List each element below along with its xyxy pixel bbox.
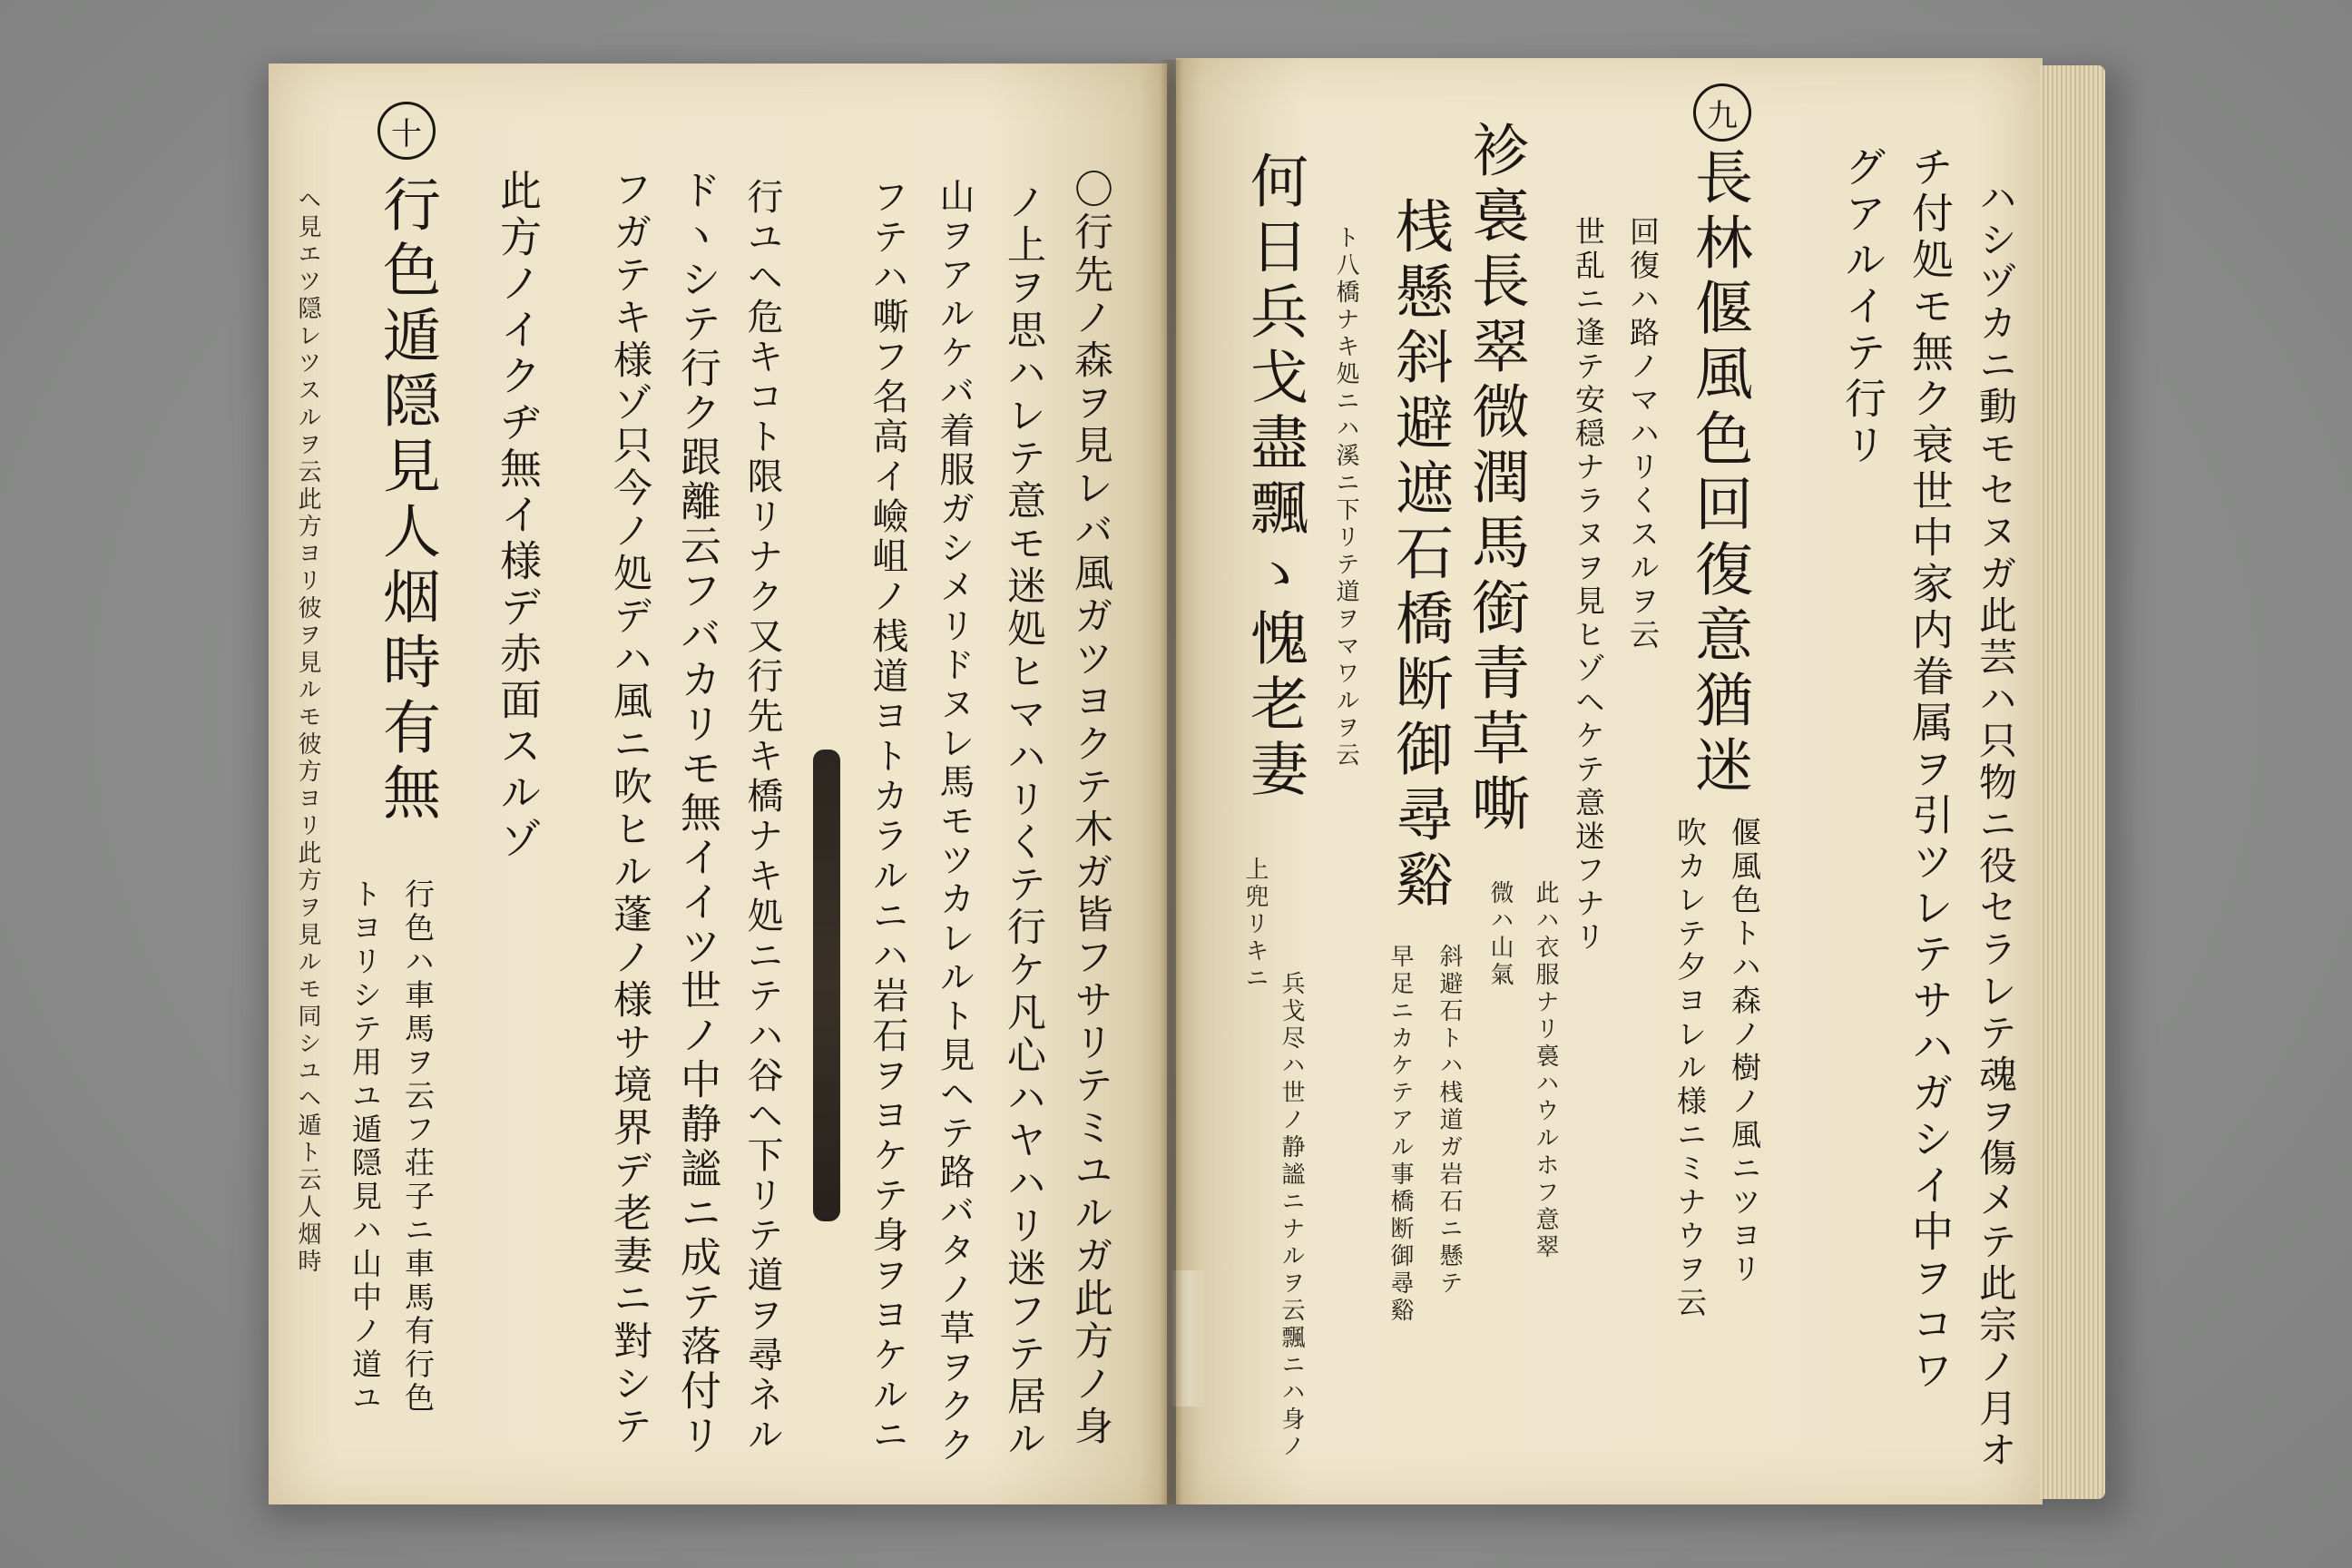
section-marker-ten: 十 (377, 102, 436, 160)
left-col-5: 行ユヘ危キコト限リナク又行先キ橋ナキ処ニテハ谷ヘ下リテ道ヲ尋ネル (741, 178, 783, 1455)
right-poem-line-2: 袗裛長翠微潤馬銜青草嘶 (1462, 120, 1529, 838)
left-col-8: 此方ノイクヂ無イ様デ赤面スルゾ (494, 169, 543, 863)
left-poem-line: 行色遁隠見人烟時有無 (373, 174, 440, 828)
right-lower-gloss-7: 兵戈尽ハ世ノ静謐ニナルヲ云飄ニハ身ノ (1278, 971, 1305, 1461)
left-note-long: ヘ見エツ隠レツスルヲ云此方ヨリ彼ヲ見ルモ彼方ヨリ此方ヲ見ルモ同シユヘ遁ト云人烟時 (294, 187, 321, 1276)
left-col-6: ドヽシテ行ク跟離云フバカリモ無イイツ世ノ中静謐ニ成テ落付リ (673, 169, 721, 1458)
right-gloss-2: 世乱ニ逢テ安穏ナラヌヲ見ヒゾヘケテ意迷フナリ (1571, 216, 1606, 955)
right-col-3: グアルイテ行リ (1838, 145, 1887, 469)
right-poem-line-4: 何日兵戈盡飄ゝ愧老妻 (1240, 151, 1308, 804)
left-col-2: ノ上ヲ思ハレテ意モ迷処ヒマハリくテ行ケ凡心ハヤハリ迷フテ居ル (1001, 181, 1046, 1461)
right-lower-gloss-2: 吹カレテ夕ヨレル様ニミナウヲ云 (1672, 817, 1708, 1320)
left-col-4: フテハ嘶フ名高イ嶮岨ノ桟道ヨトカラルニハ岩石ヲヨケテ身ヲヨケルニ (867, 178, 908, 1455)
left-col-1: 〇行先ノ森ヲ見レバ風ガツヨクテ木ガ皆フサリテミユルガ此方ノ身 (1068, 169, 1113, 1448)
right-poem-line-1: 長林偃風色回復意猶迷 (1685, 147, 1752, 800)
right-lower-gloss-1: 偃風色トハ森ノ樹ノ風ニツヨリ (1727, 817, 1762, 1287)
page-edge-stack (2040, 65, 2105, 1499)
left-col-7: フガテキ様ゾ只今ノ処デハ風ニ吹ヒル蓬ノ様サ境界デ老妻ニ對シテ (607, 169, 652, 1448)
right-lower-gloss-3: 此ハ衣服ナリ裛ハウルホフ意翠 (1532, 880, 1559, 1261)
right-col-2: チ付処モ無ク衰世中家内眷属ヲ引ツレテサハガシイ中ヲコワ (1906, 145, 1955, 1395)
left-lower-gloss-1: 行色ハ車馬ヲ云フ荘子ニ車馬有行色 (400, 878, 436, 1416)
right-gloss-1: 回復ハ路ノマハリくスルヲ云 (1625, 216, 1661, 652)
right-note-end: 上兜リキニ (1241, 857, 1269, 993)
ink-strike-mark (813, 750, 840, 1221)
right-poem-line-3: 桟懸斜避遮石橋断御尋谿 (1386, 196, 1453, 915)
section-marker-nine: 九 (1693, 83, 1751, 142)
right-lower-gloss-4: 微ハ山氣 (1486, 880, 1514, 989)
gutter-tear (1171, 1270, 1207, 1406)
right-lower-gloss-6: 早足ニカケテアル事橋断御尋谿 (1387, 944, 1414, 1325)
right-col-1: ハシヅカニ動モセヌガ此芸ハ只物ニ役セラレテ魂ヲ傷メテ此宗ノ月オ (1974, 178, 2018, 1472)
left-col-3: 山ヲアルケバ着服ガシメリドヌレ馬モツカレルト見ヘテ路バタノ草ヲクク (934, 178, 975, 1465)
left-lower-gloss-2: トヨリシテ用ユ遁隠見ハ山中ノ道ユ (348, 878, 383, 1416)
right-note-bridge: ト八橋ナキ処ニハ溪ニ下リテ道ヲマワルヲ云 (1332, 225, 1359, 769)
right-lower-gloss-5: 斜避石トハ桟道ガ岩石ニ懸テ (1436, 944, 1463, 1298)
